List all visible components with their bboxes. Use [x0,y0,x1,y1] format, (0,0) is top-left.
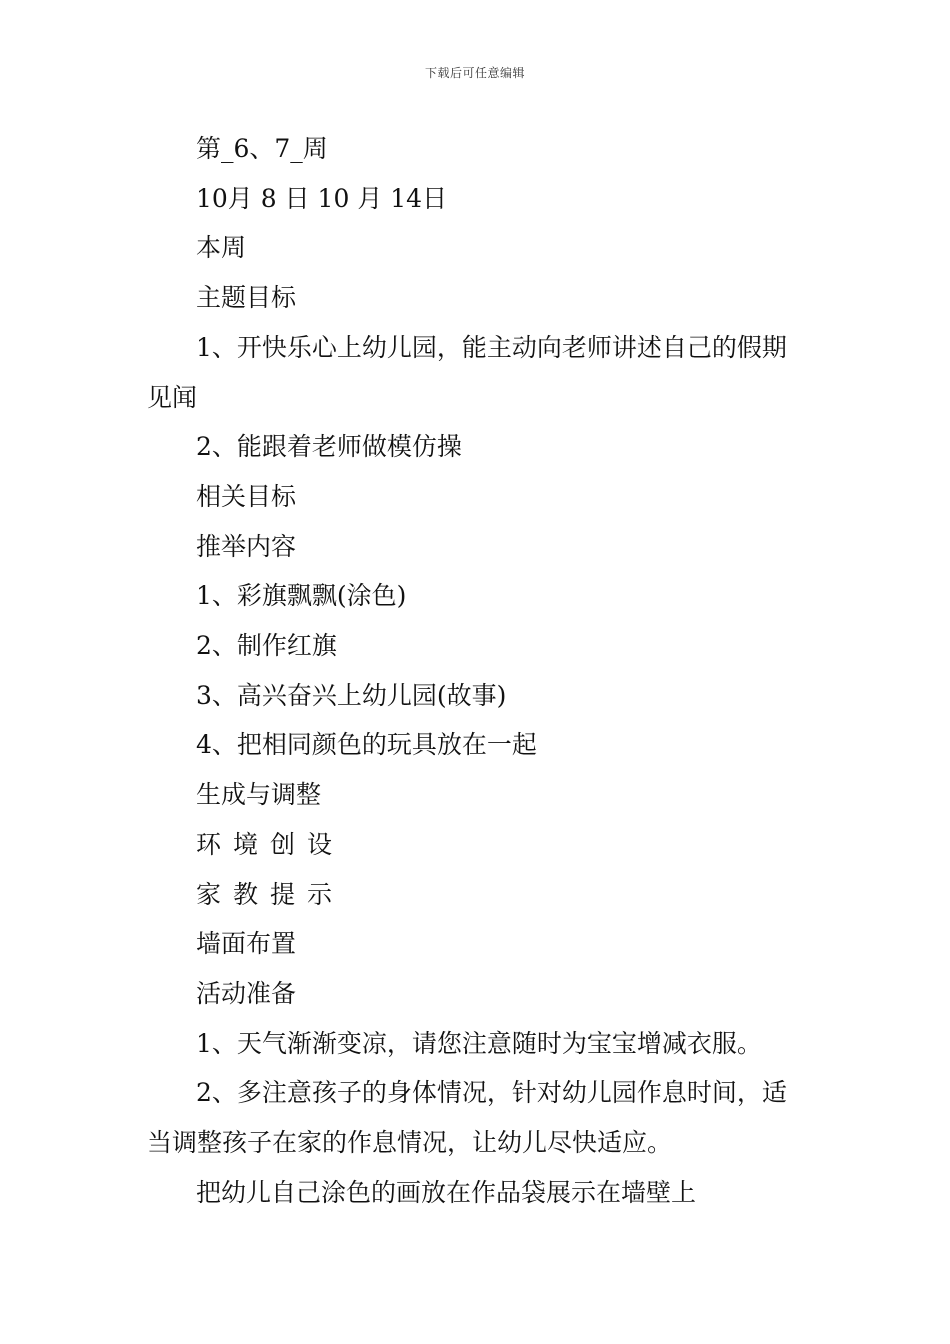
recommended-content-heading: 推举内容 [196,531,297,561]
tip-2: 2、多注意孩子的身体情况，针对幼儿园作息时间，适 [196,1078,787,1108]
page-header: 下载后可任意编辑 [424,66,525,80]
date-range: 10月 8 日 10 月 14日 [196,183,448,213]
tip-2-continued: 当调整孩子在家的作息情况，让幼儿尽快适应。 [147,1128,673,1158]
generation-adjustment-heading: 生成与调整 [196,780,322,810]
related-goals-heading: 相关目标 [196,481,297,511]
content-item-1: 1、彩旗飘飘(涂色) [196,581,407,611]
wall-display-note: 把幼儿自己涂色的画放在作品袋展示在墙壁上 [196,1177,697,1207]
week-number: 第_6、7_周 [196,134,328,163]
theme-goal-1: 1、开快乐心上幼儿园，能主动向老师讲述自己的假期 [196,332,787,362]
content-item-3: 3、高兴奋兴上幼儿园(故事) [196,680,507,710]
this-week-label: 本周 [196,233,247,263]
tip-1: 1、天气渐渐变凉，请您注意随时为宝宝增减衣服。 [196,1028,762,1058]
theme-goal-2: 2、能跟着老师做模仿操 [196,432,462,462]
home-education-tips-heading: 家教提示 [196,879,345,909]
document-body [147,124,812,1217]
activity-prep-heading: 活动准备 [196,978,297,1008]
theme-goals-heading: 主题目标 [196,283,297,313]
content-item-2: 2、制作红旗 [196,631,337,661]
environment-setup-heading: 环境创设 [196,829,345,859]
wall-layout-heading: 墙面布置 [196,929,297,959]
theme-goal-1-continued: 见闻 [147,382,198,412]
content-item-4: 4、把相同颜色的玩具放在一起 [196,730,537,760]
